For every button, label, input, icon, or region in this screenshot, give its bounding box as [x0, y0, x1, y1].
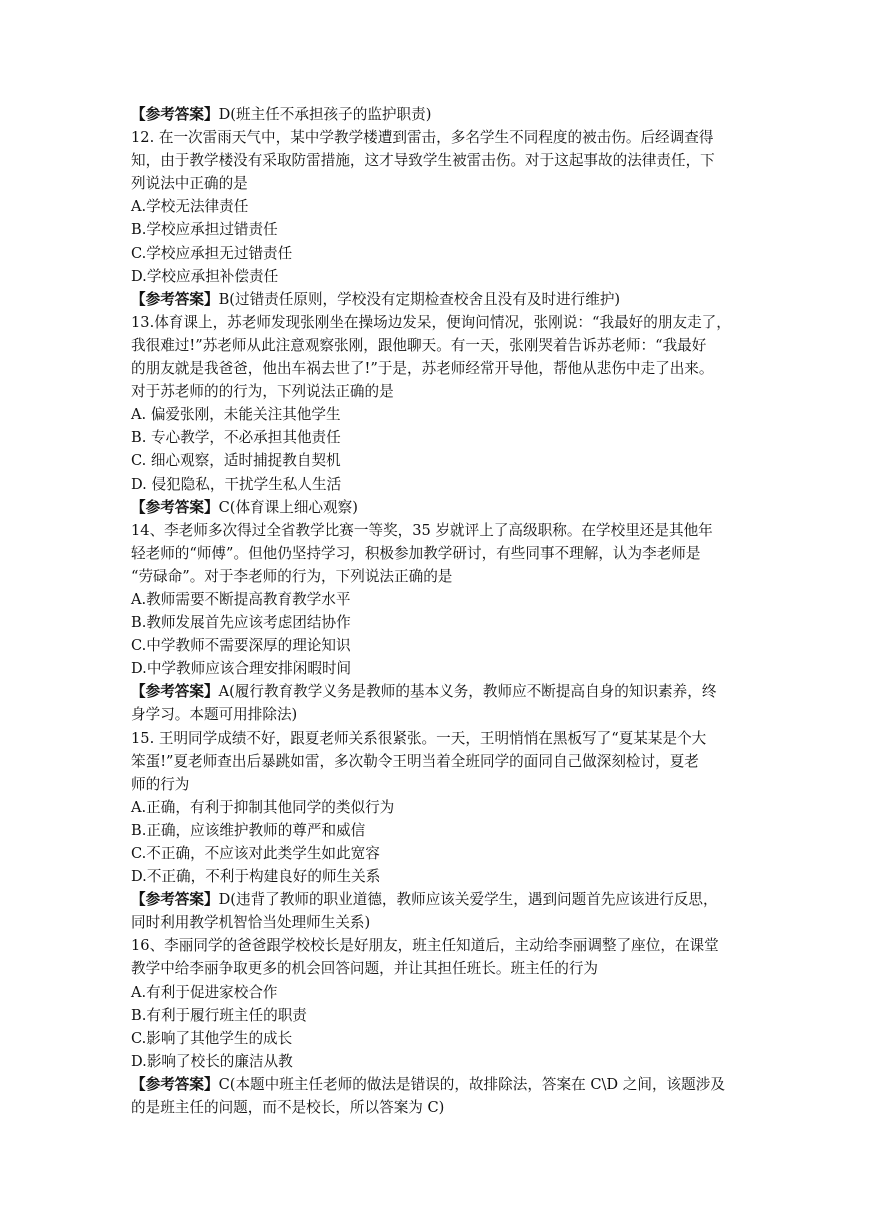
- line-text: 对于苏老师的的行为，下列说法正确的是: [131, 383, 394, 401]
- text-line: [131, 750, 741, 773]
- document-body: [131, 103, 741, 1119]
- text-line: [131, 242, 741, 265]
- line-text: D.中学教师应该合理安排闲暇时间: [131, 660, 352, 678]
- line-text: 列说法中正确的是: [131, 175, 248, 193]
- line-text: 的朋友就是我爸爸，他出车祸去世了!”于是，苏老师经常开导他，帮他从悲伤中走了出来。: [131, 360, 714, 378]
- line-text: C.学校应承担无过错责任: [131, 244, 293, 262]
- text-line: [131, 357, 741, 380]
- line-text: 轻老师的“师傅”。但他仍坚持学习，积极参加教学研讨，有些同事不理解，认为李老师是: [131, 544, 701, 562]
- line-text: 知，由于教学楼没有采取防雷措施，这才导致学生被雷击伤。对于这起事故的法律责任，下: [131, 152, 715, 170]
- text-line: [131, 981, 741, 1004]
- text-line: [131, 957, 741, 980]
- answer-line: [131, 680, 741, 703]
- answer-line: [131, 103, 741, 126]
- text-line: [131, 773, 741, 796]
- text-line: [131, 1050, 741, 1073]
- text-line: [131, 542, 741, 565]
- text-line: [131, 819, 741, 842]
- line-text: 15. 王明同学成绩不好，跟夏老师关系很紧张。一天，王明悄悄在黑板写了“夏某某是个大: [131, 729, 707, 747]
- line-text: B.学校应承担过错责任: [131, 221, 278, 239]
- line-text: C.不正确，不应该对此类学生如此宽容: [131, 845, 380, 862]
- line-text: A.有利于促进家校合作: [131, 983, 278, 1001]
- text-line: [131, 403, 741, 426]
- line-text: 的是班主任的问题，而不是校长，所以答案为 C): [131, 1099, 445, 1117]
- line-text: D(班主任不承担孩子的监护职责): [218, 106, 432, 123]
- line-text: B.教师发展首先应该考虑团结协作: [131, 614, 351, 632]
- line-text: D. 侵犯隐私，干扰学生私人生活: [131, 475, 342, 493]
- line-text: 身学习。本题可用排除法): [131, 706, 298, 724]
- line-text: A.学校无法律责任: [131, 198, 249, 216]
- text-line: [131, 380, 741, 403]
- line-text: C(本题中班主任老师的做法是错误的，故排除法，答案在 C\D 之间，该题涉及: [218, 1075, 725, 1093]
- text-line: [131, 634, 741, 657]
- text-line: [131, 218, 741, 241]
- text-line: [131, 195, 741, 218]
- line-text: 12. 在一次雷雨天气中，某中学教学楼遭到雷击，多名学生不同程度的被击伤。后经调查得: [131, 129, 714, 147]
- line-text: D.不正确，不利于构建良好的师生关系: [131, 868, 381, 886]
- text-line: [131, 657, 741, 680]
- line-text: C(体育课上细心观察): [218, 498, 358, 516]
- line-text: 教学中给李丽争取更多的机会回答问题，并让其担任班长。班主任的行为: [131, 960, 599, 978]
- line-text: C. 细心观察，适时捕捉教自契机: [131, 452, 341, 470]
- text-line: [131, 334, 741, 357]
- line-text: D(违背了教师的职业道德，教师应该关爱学生，遇到问题首先应该进行反思，: [218, 891, 718, 909]
- line-text: A.教师需要不断提高教育教学水平: [131, 590, 351, 608]
- text-line: [131, 1096, 741, 1119]
- answer-label: 【参考答案】: [131, 290, 219, 308]
- line-text: A(履行教育教学义务是教师的基本义务，教师应不断提高自身的知识素养，终: [218, 683, 717, 701]
- text-line: [131, 149, 741, 172]
- line-text: 师的行为: [131, 775, 190, 793]
- answer-label: 【参考答案】: [131, 498, 219, 516]
- answer-label: 【参考答案】: [131, 891, 219, 909]
- text-line: [131, 172, 741, 195]
- text-line: [131, 519, 741, 542]
- line-text: B(过错责任原则，学校没有定期检查校舍且没有及时进行维护): [218, 290, 621, 308]
- text-line: [131, 727, 741, 750]
- line-text: B. 专心教学，不必承担其他责任: [131, 429, 341, 447]
- text-line: [131, 865, 741, 888]
- answer-label: 【参考答案】: [131, 106, 219, 123]
- line-text: C.影响了其他学生的成长: [131, 1029, 293, 1047]
- line-text: C.中学教师不需要深厚的理论知识: [131, 637, 351, 655]
- text-line: [131, 565, 741, 588]
- text-line: [131, 842, 741, 865]
- answer-line: [131, 888, 741, 911]
- answer-line: [131, 288, 741, 311]
- text-line: [131, 473, 741, 496]
- text-line: [131, 611, 741, 634]
- text-line: [131, 911, 741, 934]
- line-text: D.影响了校长的廉洁从教: [131, 1052, 293, 1070]
- line-text: “劳碌命”。对于李老师的行为，下列说法正确的是: [131, 567, 453, 585]
- line-text: B.有利于履行班主任的职责: [131, 1006, 307, 1024]
- line-text: 笨蛋!”夏老师查出后暴跳如雷，多次勒令王明当着全班同学的面同自己做深刻检讨，夏老: [131, 752, 699, 770]
- line-text: 同时利用教学机智恰当处理师生关系): [131, 914, 371, 932]
- text-line: [131, 934, 741, 957]
- line-text: 13.体育课上，苏老师发现张刚坐在操场边发呆，便询问情况，张刚说：“我最好的朋友走了，: [131, 313, 731, 331]
- line-text: 14、李老师多次得过全省教学比赛一等奖，35 岁就评上了高级职称。在学校里还是其他年: [131, 521, 713, 539]
- line-text: B.正确，应该维护教师的尊严和威信: [131, 821, 366, 839]
- text-line: [131, 311, 741, 334]
- answer-label: 【参考答案】: [131, 1075, 219, 1093]
- text-line: [131, 265, 741, 288]
- line-text: D.学校应承担补偿责任: [131, 267, 279, 285]
- text-line: [131, 796, 741, 819]
- text-line: [131, 703, 741, 726]
- answer-line: [131, 496, 741, 519]
- text-line: [131, 449, 741, 472]
- text-line: [131, 1027, 741, 1050]
- text-line: [131, 426, 741, 449]
- line-text: A.正确，有利于抑制其他同学的类似行为: [131, 798, 395, 816]
- text-line: [131, 126, 741, 149]
- text-line: [131, 588, 741, 611]
- answer-label: 【参考答案】: [131, 683, 219, 701]
- line-text: A. 偏爱张刚，未能关注其他学生: [131, 406, 341, 424]
- line-text: 我很难过!”苏老师从此注意观察张刚，跟他聊天。有一天，张刚哭着告诉苏老师：“我最好: [131, 336, 707, 354]
- answer-line: [131, 1073, 741, 1096]
- line-text: 16、李丽同学的爸爸跟学校校长是好朋友，班主任知道后，主动给李丽调整了座位，在课堂: [131, 937, 719, 955]
- text-line: [131, 1004, 741, 1027]
